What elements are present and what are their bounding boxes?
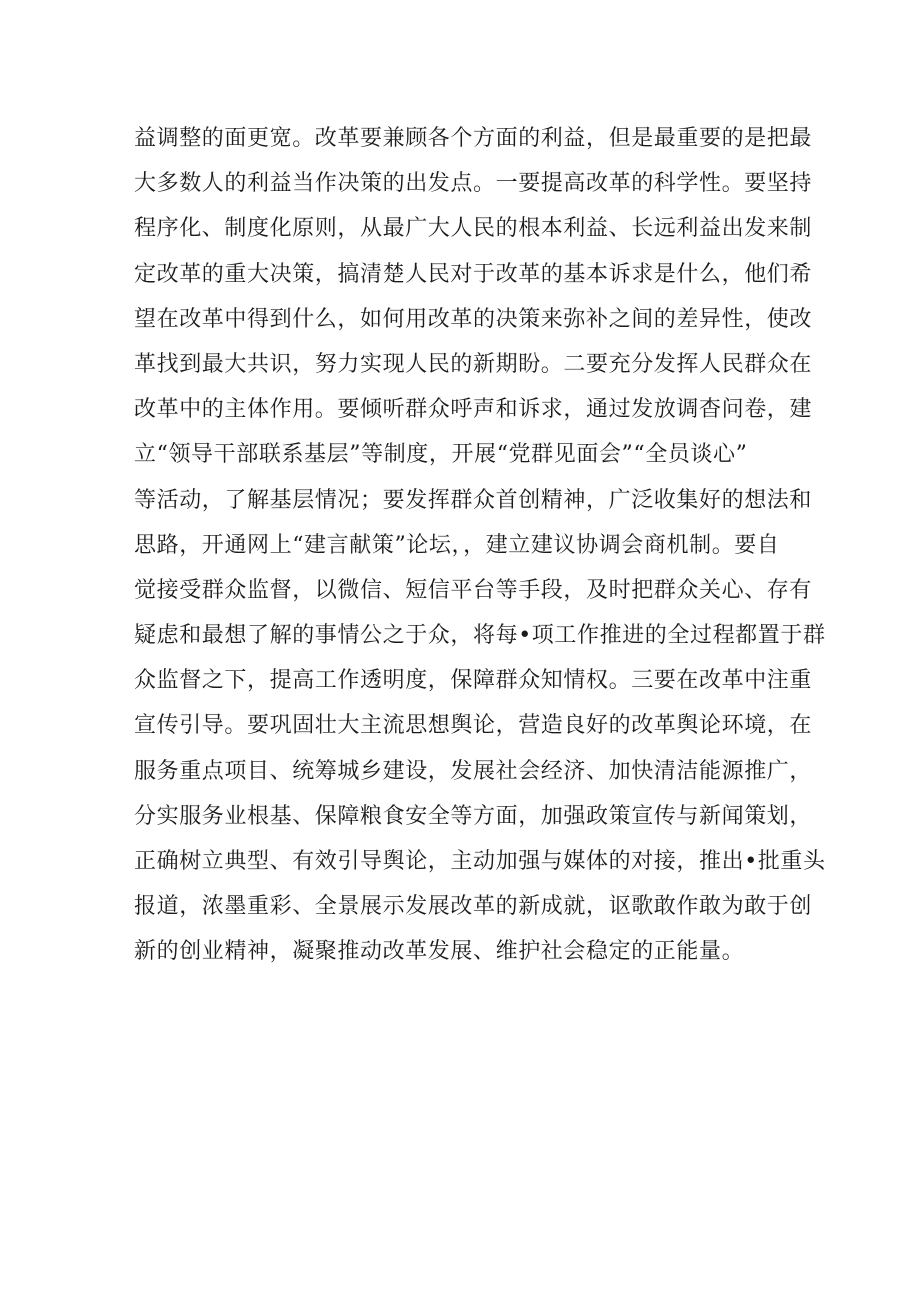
paragraph-line: 等活动，了解基层情况；要发挥群众首创精神，广泛收集好的想法和 — [134, 487, 813, 513]
paragraph-line: 望在改革中得到什么，如何用改革的决策来弥补之间的差异性，使改 — [134, 306, 813, 332]
paragraph-line: 正确树立典型、有效引导舆论，主动加强与媒体的对接，推出•批重头 — [134, 849, 826, 874]
paragraph-line: 众监督之下，提高工作透明度，保障群众知情权。三要在改革中注重 — [134, 668, 813, 694]
paragraph-line: 服务重点项目、统筹城乡建设，发展社会经济、加快清洁能源推广， — [134, 758, 813, 784]
paragraph-line: 益调整的面更宽。改革要兼顾各个方面的利益，但是最重要的是把最 — [134, 126, 813, 151]
paragraph-line: 大多数人的利益当作决策的出发点。一要提高改革的科学性。要坚持 — [134, 171, 813, 197]
paragraph-line: 分实服务业根基、保障粮食安全等方面，加强政策宣传与新闻策划， — [134, 803, 813, 829]
paragraph-line: 宣传引导。要巩固壮大主流思想舆论，营造良好的改革舆论环境，在 — [134, 713, 813, 739]
paragraph-line: 立“领导干部联系基层”等制度，开展“党群见面会”“全员谈心” — [134, 442, 748, 468]
paragraph-line: 改革中的主体作用。要倾听群众呼声和诉求，通过发放调杳问卷，建 — [134, 397, 813, 423]
paragraph-line: 新的创业精神，凝聚推动改革发展、维护社会稳定的正能量。 — [134, 939, 745, 965]
paragraph-line: 疑虑和最想了解的事情公之于众，将每•项工作推进的全过程都置于群 — [134, 623, 826, 649]
paragraph-line: 报道，浓墨重彩、全景展示发展改革的新成就，讴歌敢作敢为敢于创 — [134, 894, 813, 920]
paragraph-line: 觉接受群众监督，以微信、短信平台等手段，及时把群众关心、存有 — [134, 577, 813, 603]
paragraph-line: 定改革的重大决策，搞清楚人民对于改革的基本诉求是什么，他们希 — [134, 261, 813, 287]
paragraph-line: 革找到最大共识，努力实现人民的新期盼。二要充分发挥人民群众在 — [134, 351, 813, 377]
body-paragraph — [134, 116, 826, 975]
paragraph-line: 程序化、制度化原则，从最广大人民的根本利益、长远利益出发来制 — [134, 216, 813, 242]
paragraph-line: 思路，开通网上“建言献策”论坛，，建立建议协调会商机制。要自 — [134, 532, 780, 558]
